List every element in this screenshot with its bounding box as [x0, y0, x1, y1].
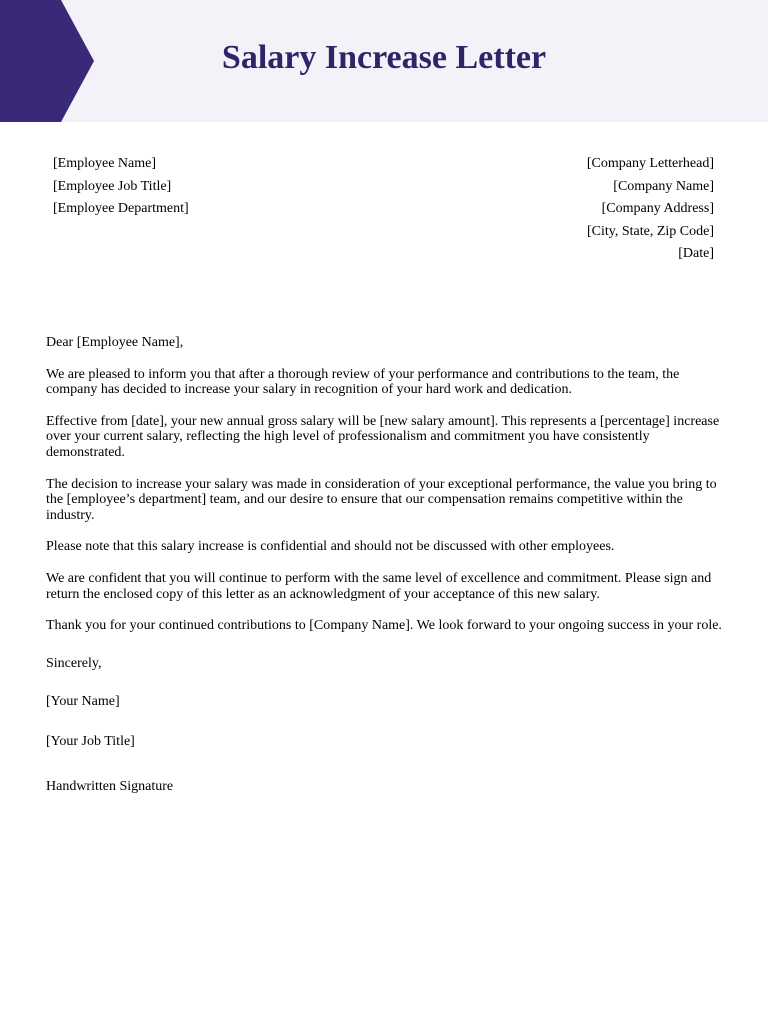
paragraph-decision: The decision to increase your salary was made in consideration of your exceptional performance, the value you bring to the [employee’s department] team, and our desire to ensure that our compensation remains competitive within the industry. — [46, 476, 717, 523]
sender-title: [Your Job Title] — [46, 733, 135, 749]
company-letterhead: [Company Letterhead] — [586, 156, 714, 171]
page-title: Salary Increase Letter — [221, 39, 547, 76]
salutation: Dear [Employee Name], — [46, 335, 184, 350]
paragraph-notification: We are pleased to inform you that after a thorough review of your performance and contributions to the team, the company has decided to increase your salary in recognition of your hard work and dedication. — [46, 366, 680, 398]
company-name: [Company Name] — [613, 178, 714, 194]
sender-name: [Your Name] — [46, 694, 120, 710]
employee-name: [Employee Name] — [53, 156, 157, 171]
employee-job-title: [Employee Job Title] — [53, 178, 172, 194]
header-banner — [0, 0, 768, 122]
closing: Sincerely, — [46, 655, 102, 671]
company-info-block — [587, 153, 714, 266]
signature-line: Handwritten Signature — [46, 778, 174, 794]
paragraph-confidential: Please note that this salary increase is confidential and should not be discussed with other employees. — [46, 539, 615, 555]
company-address: [Company Address] — [601, 201, 714, 217]
paragraph-effective-date: Effective from [date], your new annual gross salary will be [new salary amount]. This represents a [percentage] increase over your current salary, reflecting the high level of professionalism and commitment you have consistently demonstrated. — [46, 413, 720, 460]
letter-body — [46, 335, 722, 794]
paragraph-acknowledgment: We are confident that you will continue to perform with the same level of excellence and commitment. Please sign and return the enclosed copy of this letter as an acknowledgment of your acceptance of this new salary. — [46, 570, 712, 602]
employee-department: [Employee Department] — [53, 201, 189, 217]
company-city-state-zip: [City, State, Zip Code] — [586, 223, 714, 239]
employee-info-block — [53, 153, 189, 221]
paragraph-thanks: Thank you for your continued contributions to [Company Name]. We look forward to your ongoing success in your role. — [46, 618, 722, 634]
letter-date: [Date] — [678, 246, 714, 262]
